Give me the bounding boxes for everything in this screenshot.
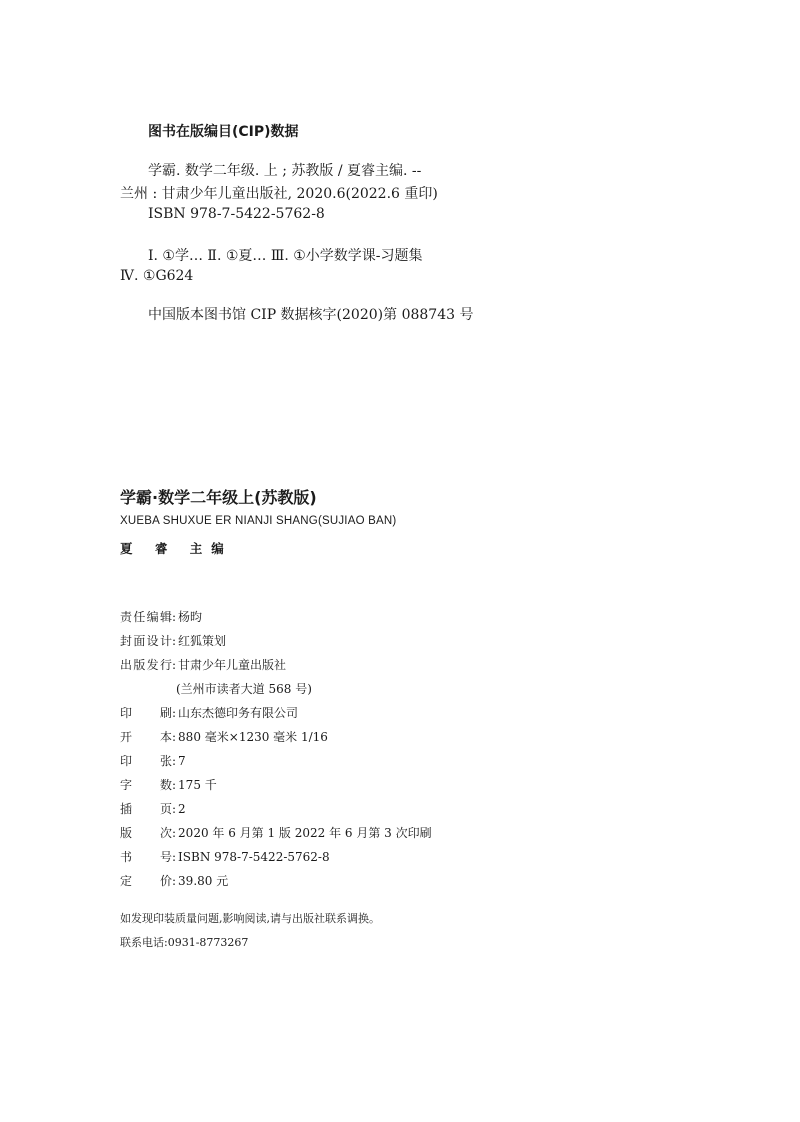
spec-value: 2 [178,802,186,816]
cip-line-publisher: 兰州 : 甘肃少年儿童出版社, 2020.6(2022.6 重印) [120,186,438,202]
spec-value: 39.80 元 [178,874,229,888]
spec-label: 印刷 [120,706,172,720]
book-title: 学霸·数学二年级上(苏教版) [120,488,317,507]
spec-value: 甘肃少年儿童出版社 [178,658,287,672]
spec-row: 封面设计: 红狐策划 [120,634,227,648]
spec-row: 定价: 39.80 元 [120,874,229,888]
cip-heading: 图书在版编目(CIP)数据 [148,124,299,140]
contact-phone: 联系电话:0931-8773267 [120,936,249,949]
spec-row: 插页: 2 [120,802,186,816]
book-pinyin-title: XUEBA SHUXUE ER NIANJI SHANG(SUJIAO BAN) [120,515,397,527]
quality-notice: 如发现印装质量问题,影响阅读,请与出版社联系调换。 [120,912,380,925]
spec-value: 175 千 [178,778,217,792]
spec-label: 定价 [120,874,172,888]
spec-value: 880 毫米×1230 毫米 1/16 [178,730,328,744]
spec-row: 版次: 2020 年 6 月第 1 版 2022 年 6 月第 3 次印刷 [120,826,432,840]
spec-label: 插页 [120,802,172,816]
cip-line-title: 学霸. 数学二年级. 上 ; 苏教版 / 夏睿主编. -- [148,163,422,179]
spec-value: 红狐策划 [178,634,227,648]
spec-value: 2020 年 6 月第 1 版 2022 年 6 月第 3 次印刷 [178,826,432,840]
spec-value: (兰州市读者大道 568 号) [176,682,312,696]
spec-label: 开本 [120,730,172,744]
spec-row: 开本: 880 毫米×1230 毫米 1/16 [120,730,328,744]
spec-row: 书号: ISBN 978-7-5422-5762-8 [120,850,330,864]
spec-value: 杨昀 [178,610,203,624]
spec-row-address [176,680,312,697]
cip-line-catalog-number: 中国版本图书馆 CIP 数据核字(2020)第 088743 号 [148,307,474,323]
spec-value: 山东杰德印务有限公司 [178,706,299,720]
cip-line-classification: Ⅰ. ①学… Ⅱ. ①夏… Ⅲ. ①小学数学课-习题集 [148,248,423,264]
spec-label: 出版发行 [120,658,172,672]
spec-label: 字数 [120,778,172,792]
spec-row: 字数: 175 千 [120,778,217,792]
book-editor: 夏 睿 主编 [120,541,233,556]
cip-line-classification-cont: Ⅳ. ①G624 [120,268,194,284]
spec-row: 责任编辑: 杨昀 [120,610,203,624]
spec-label: 版次 [120,826,172,840]
spec-value: ISBN 978-7-5422-5762-8 [178,850,330,864]
cip-line-isbn: ISBN 978-7-5422-5762-8 [148,206,325,222]
spec-label: 封面设计 [120,634,172,648]
spec-label: 书号 [120,850,172,864]
spec-value: 7 [178,754,186,768]
spec-row: 出版发行: 甘肃少年儿童出版社 [120,658,287,672]
spec-row: 印刷: 山东杰德印务有限公司 [120,706,299,720]
spec-label: 责任编辑 [120,610,172,624]
spec-row: 印张: 7 [120,754,186,768]
spec-label: 印张 [120,754,172,768]
